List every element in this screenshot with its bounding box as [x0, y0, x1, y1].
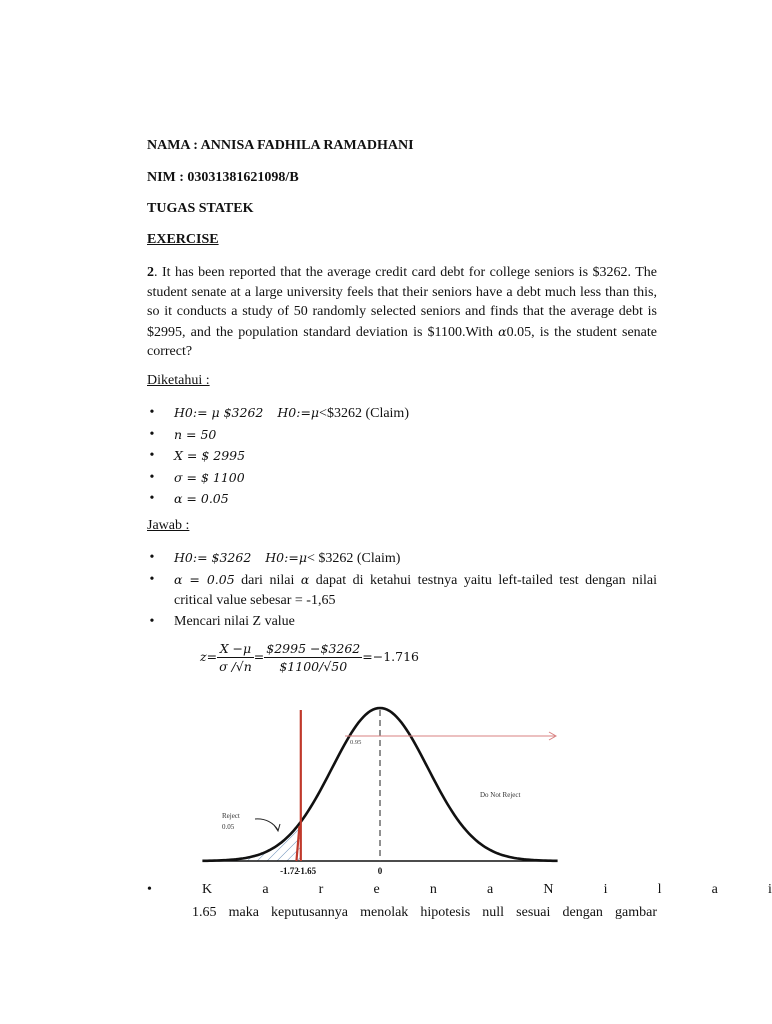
list-item: • H0:= $3262 H0:=μ< $3262 (Claim)	[147, 548, 657, 570]
fraction-symbolic: $\frac{X -\mu}{\sigma /√n}$	[219, 641, 252, 674]
spread-letter: N	[543, 882, 554, 897]
formula-z: z=	[200, 649, 218, 664]
alpha-symbol: α	[498, 323, 507, 339]
tick-label-mean: 0	[377, 866, 383, 876]
spread-letter: i	[603, 882, 608, 897]
tick-label-test-statistic: -1.72	[280, 866, 299, 876]
list-item: • Mencari nilai Z value	[147, 612, 657, 633]
formula-equals: =	[253, 649, 265, 664]
list-item: • α = 0.05	[147, 489, 677, 511]
bullet-icon: •	[149, 571, 155, 587]
list-item: • σ = $ 1100	[147, 468, 677, 490]
normal-distribution-chart	[200, 700, 565, 878]
spread-letter: i	[768, 882, 772, 897]
bullet-icon: •	[149, 550, 155, 565]
spread-letter: a	[486, 882, 494, 897]
problem-text-end: 0.05, is the student senate correct?	[147, 324, 657, 359]
reject-alpha-label: 0.05	[222, 823, 235, 831]
spread-letter: e	[373, 882, 380, 897]
problem-text: . It has been reported that the average credit card debt for college seniors is $3262. The student senate at a large university feels that their seniors have a debt much less than this, so it conducts a study of 50 randomly selected seniors and finds that the average debt is $2995, and the population standard deviation is $1100.With	[147, 265, 657, 340]
list-item: • X = $ 2995	[147, 446, 677, 468]
z-formula	[200, 640, 419, 680]
exercise-heading: EXERCISE	[147, 232, 219, 247]
jawab-list	[147, 548, 657, 632]
jawab-heading: Jawab :	[147, 518, 190, 533]
bullet-icon: •	[147, 882, 152, 897]
reject-pointer-arrow	[255, 819, 278, 830]
bullet-icon: •	[149, 448, 155, 463]
diketahui-heading: Diketahui :	[147, 373, 210, 388]
tick-label-critical: -1.65	[297, 866, 317, 876]
problem-statement	[147, 263, 657, 362]
spread-letter: r	[318, 882, 324, 897]
spread-letter: K	[202, 882, 213, 897]
confidence-label: 0.95	[350, 739, 362, 746]
spread-letter: a	[262, 882, 269, 897]
list-item: • H0:= μ $3262 H0:=μ<$3262 (Claim)	[147, 403, 677, 425]
assignment-title: TUGAS STATEK	[147, 201, 254, 216]
spread-letter: n	[429, 882, 437, 897]
reject-label: Reject	[222, 812, 240, 820]
bullet-icon: •	[149, 613, 155, 629]
list-item: • n = 50	[147, 425, 677, 447]
bullet-icon: •	[149, 405, 155, 420]
spread-letter: a	[711, 882, 718, 897]
bullet-icon: •	[149, 491, 155, 506]
bullet-icon: •	[149, 469, 155, 485]
formula-result: =−1.716	[362, 649, 419, 664]
conclusion-line-1	[147, 882, 772, 898]
student-name: NAMA : ANNISA FADHILA RAMADHANI	[147, 138, 414, 153]
problem-number: 2	[147, 265, 154, 280]
conclusion-line-2: 1.65 maka keputusannya menolak hipotesis null sesuai dengan gambar	[192, 905, 657, 920]
bullet-icon: •	[149, 426, 155, 442]
spread-letter: l	[657, 882, 662, 897]
diketahui-list	[147, 403, 677, 511]
fraction-numeric: $\frac{\$2995 -\$3262}{\$1100/√50}$	[266, 641, 361, 674]
pointer-head-icon	[274, 824, 280, 831]
list-item: • α = 0.05 dari nilai α dapat di ketahui testnya yaitu left-tailed test dengan nilai critical value sebesar = -1,65	[147, 570, 657, 612]
rejection-region	[202, 822, 300, 861]
do-not-reject-label: Do Not Reject	[480, 791, 521, 799]
student-nim: NIM : 03031381621098/B	[147, 170, 299, 185]
